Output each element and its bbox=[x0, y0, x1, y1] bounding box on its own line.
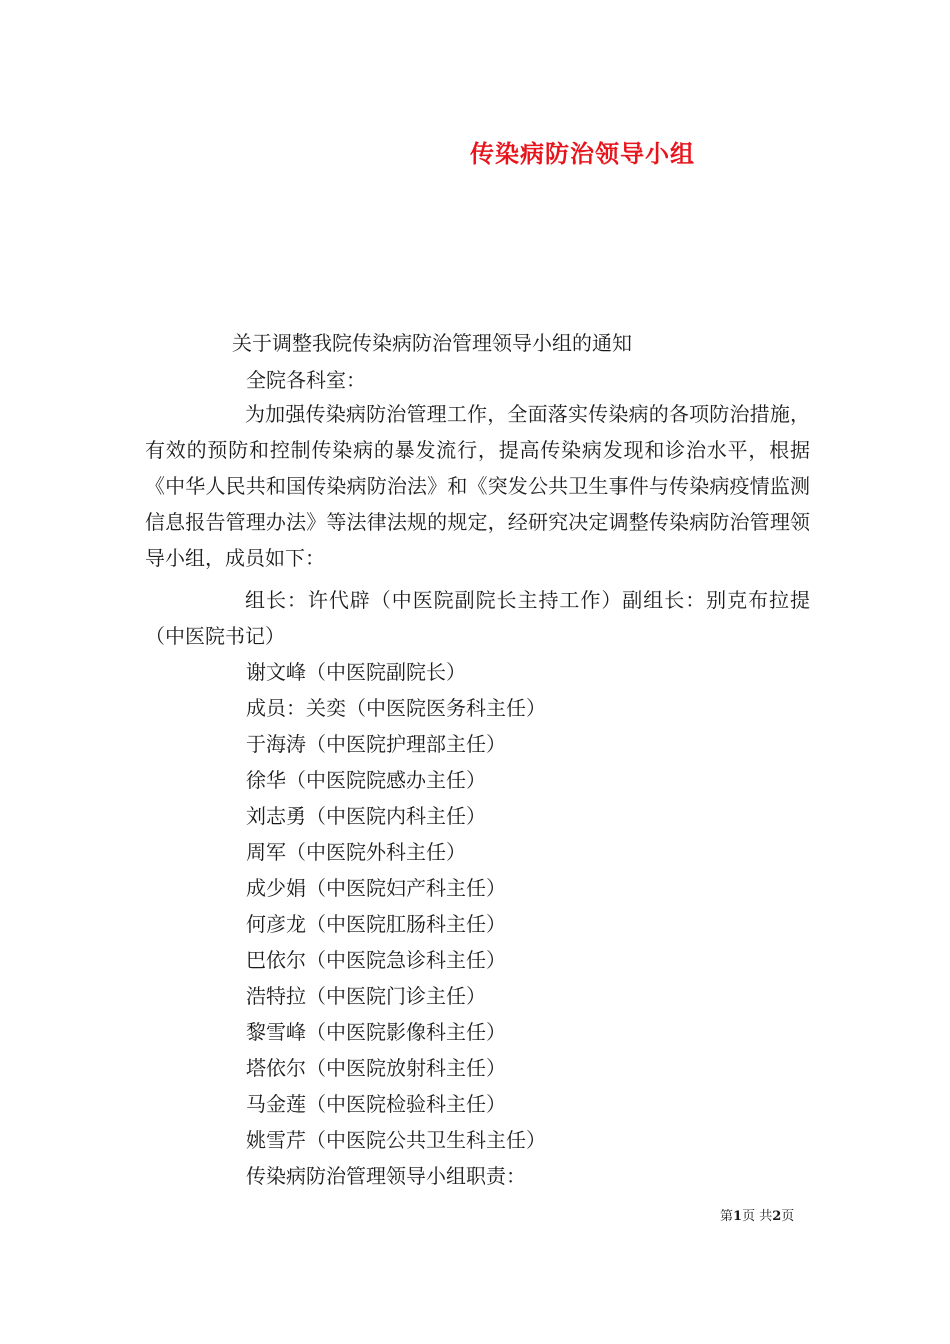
member-line: 马金莲（中医院检验科主任） bbox=[246, 1092, 506, 1116]
member-line: 浩特拉（中医院门诊主任） bbox=[246, 984, 486, 1008]
duties-heading: 传染病防治管理领导小组职责： bbox=[246, 1164, 526, 1188]
member-line: 徐华（中医院院感办主任） bbox=[246, 768, 486, 792]
footer-current-page: 1 bbox=[733, 1209, 743, 1224]
member-line: 周军（中医院外科主任） bbox=[246, 840, 466, 864]
member-line: 塔依尔（中医院放射科主任） bbox=[246, 1056, 506, 1080]
member-line: 巴依尔（中医院急诊科主任） bbox=[246, 948, 506, 972]
member-line: 黎雪峰（中医院影像科主任） bbox=[246, 1020, 506, 1044]
member-line: 成少娟（中医院妇产科主任） bbox=[246, 876, 506, 900]
addressee: 全院各科室： bbox=[246, 368, 366, 392]
footer-middle: 页 共 bbox=[742, 1209, 773, 1224]
member-line: 谢文峰（中医院副院长） bbox=[246, 660, 466, 684]
leaders-paragraph: 组长：许代辟（中医院副院长主持工作）副组长：别克布拉提（中医院书记） bbox=[145, 588, 810, 648]
page-title: 传染病防治领导小组 bbox=[470, 139, 695, 168]
footer-total-pages: 2 bbox=[772, 1209, 782, 1224]
member-line: 何彦龙（中医院肛肠科主任） bbox=[246, 912, 506, 936]
member-line: 刘志勇（中医院内科主任） bbox=[246, 804, 486, 828]
member-line: 于海涛（中医院护理部主任） bbox=[246, 732, 506, 756]
page-footer bbox=[720, 1205, 794, 1224]
intro-paragraph: 为加强传染病防治管理工作，全面落实传染病的各项防治措施，有效的预防和控制传染病的暴发流行，提高传染病发现和诊治水平，根据《中华人民共和国传染病防治法》和《突发公共卫生事件与传染病疫情监测信息报告管理办法》等法律法规的规定，经研究决定调整传染病防治管理领导小组，成员如下： bbox=[145, 402, 810, 570]
member-line: 成员：关奕（中医院医务科主任） bbox=[246, 696, 546, 720]
member-line: 姚雪芹（中医院公共卫生科主任） bbox=[246, 1128, 546, 1152]
footer-suffix: 页 bbox=[781, 1209, 795, 1224]
footer-prefix: 第 bbox=[720, 1209, 734, 1224]
notice-heading: 关于调整我院传染病防治管理领导小组的通知 bbox=[232, 331, 632, 355]
